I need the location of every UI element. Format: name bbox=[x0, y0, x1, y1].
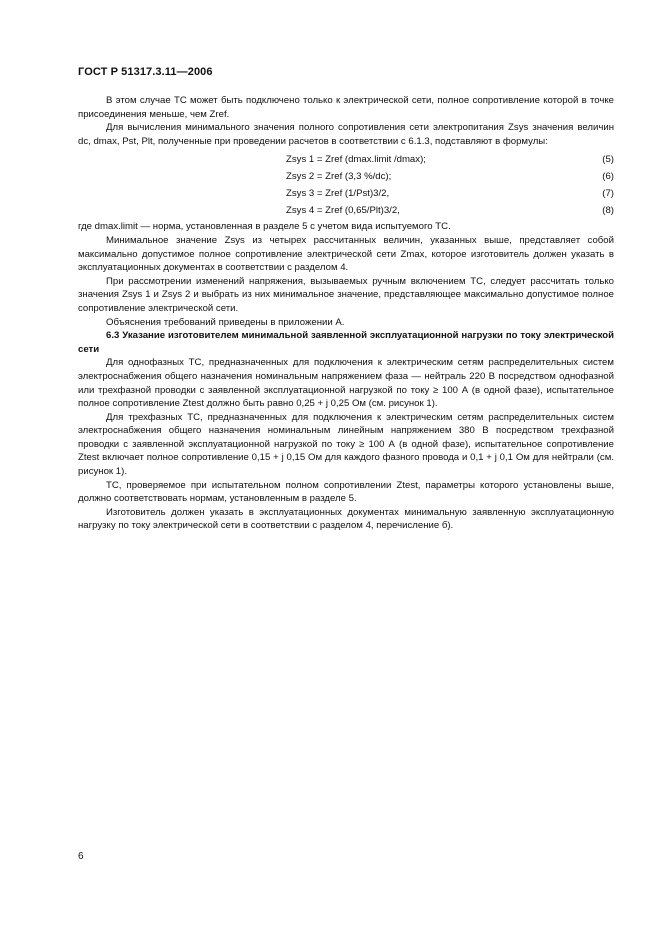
paragraph-zref: В этом случае ТС может быть подключено только к электрической сети, полное сопротивление которой в точке присоединения меньше, чем Zref. bbox=[78, 95, 614, 120]
section-heading-6-3: 6.3 Указание изготовителем минимальной заявленной эксплуатационной нагрузки по току электрической сети bbox=[78, 330, 614, 355]
formula-expression: Zsys 1 = Zref (dmax.limit /dmax); bbox=[286, 154, 426, 166]
formula-number: (8) bbox=[602, 205, 614, 217]
paragraph-single-phase: Для однофазных ТС, предназначенных для подключения к электрическим сетям распределительных систем электроснабжения общего назначения номинальным напряжением фаза — нейтраль 220 В посредством однофазной или трехфазной проводки с заявленной эксплуатационной нагрузкой по току ≥ 100 А (в одной фазе), испытательное полное сопротивление Ztest должно быть равно 0,25 + j 0,25 Ом (см. рисунок 1). bbox=[78, 357, 614, 410]
paragraph-three-phase: Для трехфазных ТС, предназначенных для подключения к электрическим сетям распределительных систем электроснабжения общего назначения номинальным линейным напряжением 380 В посредством трехфазной проводки с заявленной эксплуатационной нагрузкой по току ≥ 100 А (в одной фазе), испытательное сопротивление Ztest включает полное сопротивление 0,15 + j 0,15 Ом для каждого фазного провода и 0,1 + j 0,1 Ом для нейтрали (см. рисунок 1). bbox=[78, 411, 614, 478]
formula-number: (6) bbox=[602, 171, 614, 183]
body-text bbox=[78, 94, 614, 533]
paragraph-where: где dmax.limit — норма, установленная в разделе 5 с учетом вида испытуемого ТС. bbox=[78, 221, 451, 233]
formula-number: (5) bbox=[602, 154, 614, 166]
formula-number: (7) bbox=[602, 188, 614, 200]
document-header: ГОСТ Р 51317.3.11—2006 bbox=[78, 66, 213, 78]
formula-row bbox=[78, 168, 614, 185]
formula-row bbox=[78, 202, 614, 219]
formula-row bbox=[78, 151, 614, 168]
paragraph-annex-ref: Объяснения требований приведены в приложении А. bbox=[106, 316, 345, 328]
page-number: 6 bbox=[78, 851, 84, 862]
formula-expression: Zsys 2 = Zref (3,3 %/dc); bbox=[286, 171, 392, 183]
paragraph-manufacturer-load: Изготовитель должен указать в эксплуатационных документах минимальную заявленную эксплуатационную нагрузку по току электрической сети в соответствии с разделом 4, перечисление б). bbox=[78, 506, 614, 532]
paragraph-manual-switch: При рассмотрении изменений напряжения, вызываемых ручным включением ТС, следует рассчитать только значения Zsys 1 и Zsys 2 и выбрать из них минимальное значение, представляющее максимально допустимое полное сопротивление электрической сети. bbox=[78, 275, 614, 314]
paragraph-zmax: Минимальное значение Zsys из четырех рассчитанных величин, указанных выше, представляет собой максимально допустимое полное сопротивление электрической сети Zmax, которое изготовитель должен указать в эксплуатационных документах в соответствии с разделом 4. bbox=[78, 234, 614, 274]
formula-expression: Zsys 3 = Zref (1/Pst)3/2, bbox=[286, 188, 390, 200]
paragraph-ztest-compliance: ТС, проверяемое при испытательном полном сопротивлении Ztest, параметры которого установлены выше, должно соответствовать нормам, установленным в разделе 5. bbox=[78, 479, 614, 505]
formula-expression: Zsys 4 = Zref (0,65/Plt)3/2, bbox=[286, 205, 400, 217]
formula-block bbox=[78, 151, 614, 219]
paragraph-formula-intro: Для вычисления минимального значения полного сопротивления сети электропитания Zsys значения величин dc, dmax, Pst, Plt, полученные при проведении расчетов в соответствии с 6.1.3, подставляют в формулы: bbox=[78, 122, 614, 147]
formula-row bbox=[78, 185, 614, 202]
